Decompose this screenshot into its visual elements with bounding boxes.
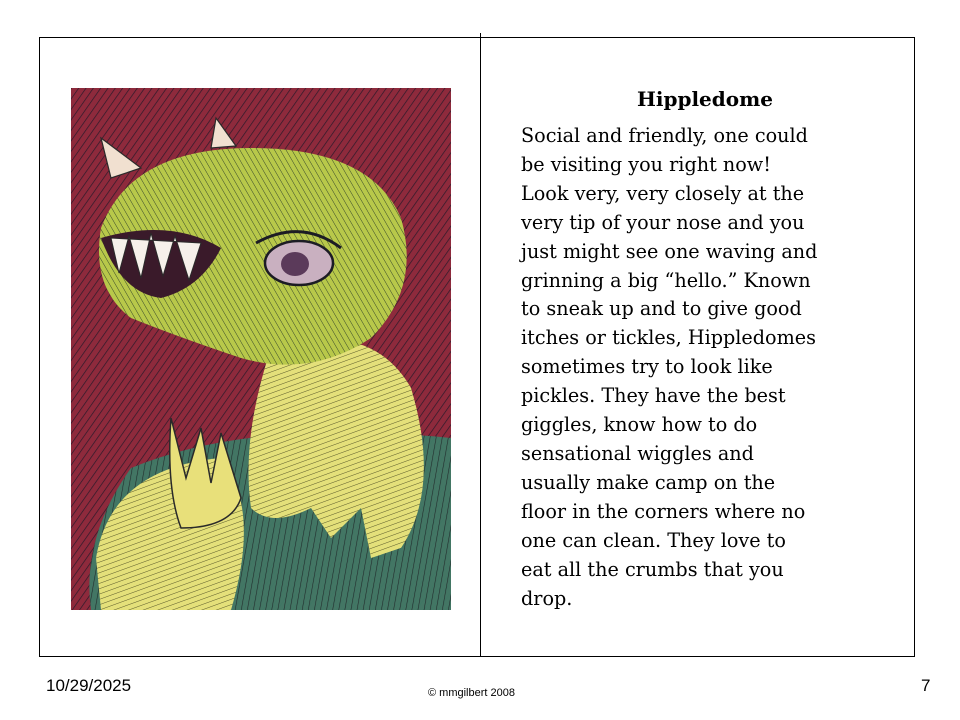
description-line: to sneak up and to give good xyxy=(521,297,802,321)
description-line: drop. xyxy=(521,586,573,610)
hippledome-illustration xyxy=(71,88,451,610)
description-line: pickles. They have the best xyxy=(521,384,786,408)
description-line: eat all the crumbs that you xyxy=(521,557,784,581)
description-line: floor in the corners where no xyxy=(521,499,806,523)
footer-copyright: © mmgilbert 2008 xyxy=(428,687,515,699)
column-divider xyxy=(480,33,481,657)
description-line: be visiting you right now! xyxy=(521,152,771,176)
description-line: sometimes try to look like xyxy=(521,355,773,379)
description-line: just might see one waving and xyxy=(521,239,818,263)
creature-description xyxy=(521,122,901,613)
description-line: one can clean. They love to xyxy=(521,528,786,552)
description-line: grinning a big “hello.” Known xyxy=(521,268,811,292)
description-line: very tip of your nose and you xyxy=(521,210,805,234)
description-line: usually make camp on the xyxy=(521,470,776,494)
creature-pupil xyxy=(281,252,309,276)
page-number: 7 xyxy=(921,676,931,695)
description-line: itches or tickles, Hippledomes xyxy=(521,326,816,350)
footer-date: 10/29/2025 xyxy=(46,676,132,695)
description-line: Look very, very closely at the xyxy=(521,181,805,205)
description-line: Social and friendly, one could xyxy=(521,124,808,147)
description-line: giggles, know how to do xyxy=(521,413,758,437)
description-line: sensational wiggles and xyxy=(521,441,754,465)
creature-title: Hippledome xyxy=(637,87,773,111)
